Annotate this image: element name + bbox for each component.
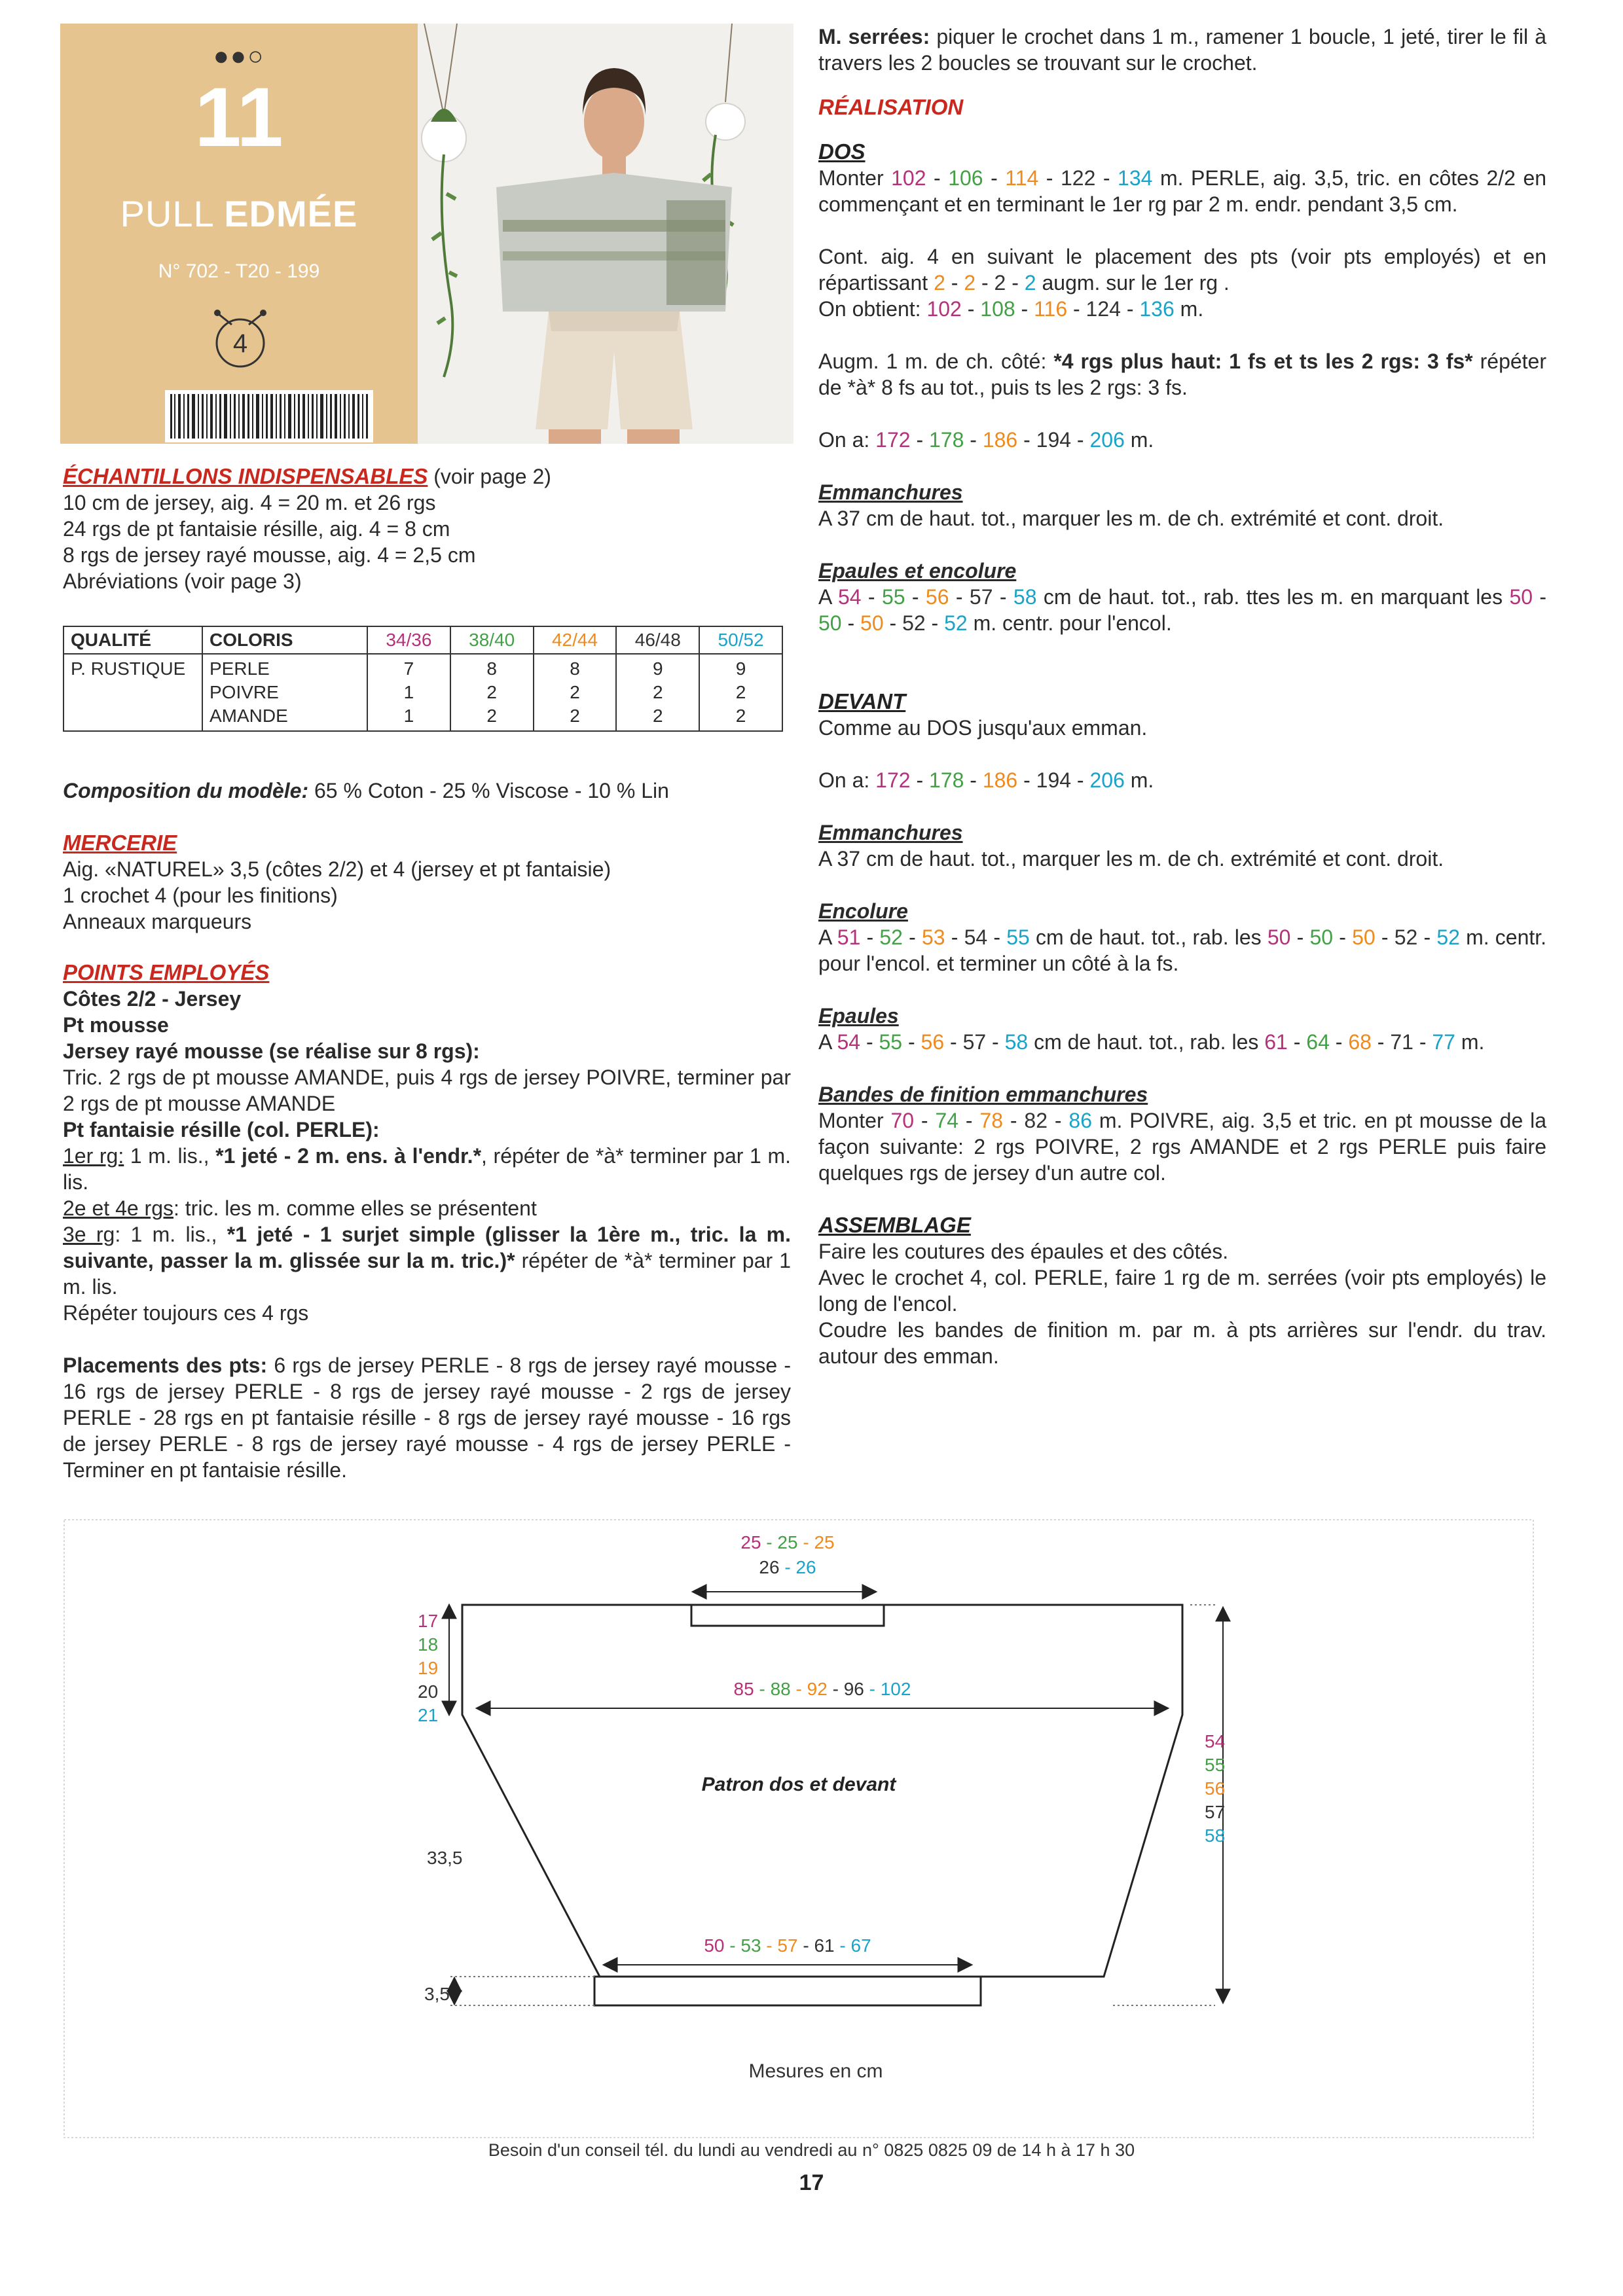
width-label: 85 - 88 - 92 - 96 - 102 [733, 1679, 911, 1699]
echantillon-line: Abréviations (voir page 3) [63, 569, 302, 593]
armhole-label: 17 [418, 1611, 439, 1631]
svg-text:4: 4 [232, 329, 248, 358]
size-col: 42/44 [534, 626, 617, 654]
pattern-number: 11 [194, 71, 283, 164]
height-label: 55 [1205, 1755, 1226, 1775]
armhole-label: 20 [418, 1681, 439, 1702]
echantillon-line: 10 cm de jersey, aig. 4 = 20 m. et 26 rgs [63, 491, 436, 514]
points-title: POINTS EMPLOYÉS [63, 960, 270, 984]
echantillons-section [63, 463, 790, 594]
instructions-column: M. serrées: piquer le crochet dans 1 m., ramener 1 boucle, 1 jeté, tirer le fil à travers les 2 boucles se trouvant sur le crochet. RÉALISATION DOS Monter 102 - 106 - 114 - 122 - 134 m. PERLE, aig. 3,5, tric. en côtes 2/2 en commençant et en terminant le 1er rg par 2 m. endr. pendant 3,5 cm. Cont. aig. 4 en suivant le placement des pts (voir pts employés) et en répartissant 2 - 2 - 2 - 2 augm. sur le 1er rg . On obtient: 102 - 108 - 116 - 124 - 136 m. Augm. 1 m. de ch. côté: *4 rgs plus haut: 1 fs et ts les 2 rgs: 3 fs* répéter de *à* 8 fs au tot., puis ts les 2 rgs: 3 fs. On a: 172 - 178 - 186 - 194 - 206 m. Emmanchures A 37 cm de haut. tot., marquer les m. de ch. extrémité et cont. droit. Epaules et encolure A 54 - 55 - 56 - 57 - 58 cm de haut. tot., rab. ttes les m. en marquant les 50 - 50 - 50 - 52 - 52 m. centr. pour l'encol. DEVANT Comme au DOS jusqu'aux emman. On a: 172 - 178 - 186 - 194 - 206 m. Emmanchures A 37 cm de haut. tot., marquer les m. de ch. extrémité et cont. droit. Encolure A 51 - 52 - 53 - 54 - 55 cm de haut. tot., rab. les 50 - 50 - 50 - 52 - 52 m. centr. pour l'encol. et terminer un côté à la fs. Epaules A 54 - 55 - 56 - 57 - 58 cm de haut. tot., rab. les 61 - 64 - 68 - 71 - 77 m. Bandes de finition emmanchures Monter 70 - 74 - 78 - 82 - 86 m. POIVRE, aig. 3,5 et tric. en pt mousse de la façon suivante: 2 rgs POIVRE, 2 rgs AMANDE et 2 rgs PERLE puis faire quelques rgs de jersey d'un autre col. ASSEMBLAGE Faire les coutures des épaules et des côtés. Avec le crochet 4, col. PERLE, faire 1 rg de m. serrées (voir pts employés) le long de l'encol. Coudre les bandes de finition m. par m. à pts arrières sur l'endr. du trav. autour des emman. [818, 25, 1547, 1368]
coloris-list: PERLE POIVRE AMANDE [202, 654, 367, 731]
points-section: POINTS EMPLOYÉS Côtes 2/2 - Jersey Pt mousse Jersey rayé mousse (se réalise sur 8 rgs): Tric. 2 rgs de pt mousse AMANDE, puis 4 rgs de jersey POIVRE, terminer par 2 rgs de pt mousse AMANDE Pt fantaisie résille (col. PERLE): 1er rg: 1 m. lis., *1 jeté - 2 m. ens. à l'endr.*, répéter de *à* terminer par 1 m. lis. 2e et 4e rgs: tric. les m. comme elles se présentent 3e rg: 1 m. lis., *1 jeté - 1 surjet simple (glisser la 1ère m., tric. la m. suivante, passer la m. glissée sur la m. tric.)* répéter de *à* terminer par 1 m. lis. Répéter toujours ces 4 rgs Placements des pts: 6 rgs de jersey PERLE - 8 rgs de jersey rayé mousse - 16 rgs de jersey PERLE - 8 rgs de jersey rayé mousse - 2 rgs de jersey PERLE - 28 rgs en pt fantaisie résille - 8 rgs de jersey rayé mousse - 16 rgs de jersey PERLE - 8 rgs de jersey rayé mousse - 4 rgs de jersey PERLE - Terminer en pt fantaisie résille. [63, 960, 792, 1482]
size-col: 34/36 [367, 626, 450, 654]
height-label: 57 [1205, 1802, 1226, 1822]
echantillons-title: ÉCHANTILLONS INDISPENSABLES [63, 464, 428, 488]
page-number: 17 [799, 2170, 824, 2195]
pattern-diagram [63, 1518, 1536, 2140]
bottom-width-label: 50 - 53 - 57 - 61 - 67 [704, 1935, 871, 1956]
qty-cell: 7 1 1 [367, 654, 450, 731]
col-coloris: COLORIS [202, 626, 367, 654]
diagram-frame [64, 1520, 1533, 2138]
armhole-label: 18 [418, 1634, 439, 1655]
size-col: 50/52 [699, 626, 782, 654]
size-col: 46/48 [616, 626, 699, 654]
composition: Composition du modèle: 65 % Coton - 25 % Viscose - 10 % Lin [63, 779, 669, 802]
side-length-label: 33,5 [427, 1848, 463, 1868]
devant-title: DEVANT [818, 689, 906, 713]
mercerie-section: MERCERIE Aig. «NATUREL» 3,5 (côtes 2/2) et 4 (jersey et pt fantaisie) 1 crochet 4 (pour les finitions) Anneaux marqueurs [63, 831, 611, 933]
rib-band [594, 1977, 981, 2005]
qty-cell: 8 2 2 [450, 654, 534, 731]
echantillon-line: 8 rgs de jersey rayé mousse, aig. 4 = 2,5 cm [63, 543, 476, 567]
pattern-ref: N° 702 - T20 - 199 [158, 260, 320, 282]
qty-cell: 9 2 2 [699, 654, 782, 731]
height-label: 56 [1205, 1778, 1226, 1799]
emman-title: Emmanchures [818, 480, 963, 504]
realisation-title: RÉALISATION [818, 95, 964, 119]
neck-width-label: 25 - 25 - 25 [740, 1532, 835, 1552]
model-photo [418, 24, 793, 444]
barcode-icon [165, 390, 373, 442]
yarn-table [63, 626, 783, 732]
height-label: 58 [1205, 1825, 1226, 1846]
pattern-header [60, 24, 418, 444]
mercerie-title: MERCERIE [63, 831, 177, 855]
col-qualite: QUALITÉ [64, 626, 202, 654]
qualite-value: P. RUSTIQUE [64, 654, 202, 731]
qty-cell: 8 2 2 [534, 654, 617, 731]
rib-label: 3,5 [424, 1984, 450, 2004]
qty-cell: 9 2 2 [616, 654, 699, 731]
neckline [691, 1605, 884, 1626]
assemblage-title: ASSEMBLAGE [818, 1213, 971, 1237]
dos-title: DOS [818, 139, 866, 164]
armhole-label: 21 [418, 1705, 439, 1725]
height-label: 54 [1205, 1731, 1226, 1751]
difficulty-balls-icon: ●●○ [213, 42, 265, 71]
armhole-label: 19 [418, 1658, 439, 1678]
echantillon-line: 24 rgs de pt fantaisie résille, aig. 4 = 8 cm [63, 517, 450, 541]
echantillons-note: (voir page 2) [428, 465, 551, 488]
diagram-title: Patron dos et devant [701, 1774, 896, 1795]
neck-width-label-2: 26 - 26 [759, 1557, 816, 1577]
size-col: 38/40 [450, 626, 534, 654]
footer-conseil: Besoin d'un conseil tél. du lundi au vendredi au n° 0825 0825 09 de 14 h à 17 h 30 [488, 2140, 1135, 2160]
pattern-name: PULL EDMÉE [120, 193, 358, 234]
units-label: Mesures en cm [748, 2060, 883, 2082]
needle-size-icon [210, 309, 271, 370]
